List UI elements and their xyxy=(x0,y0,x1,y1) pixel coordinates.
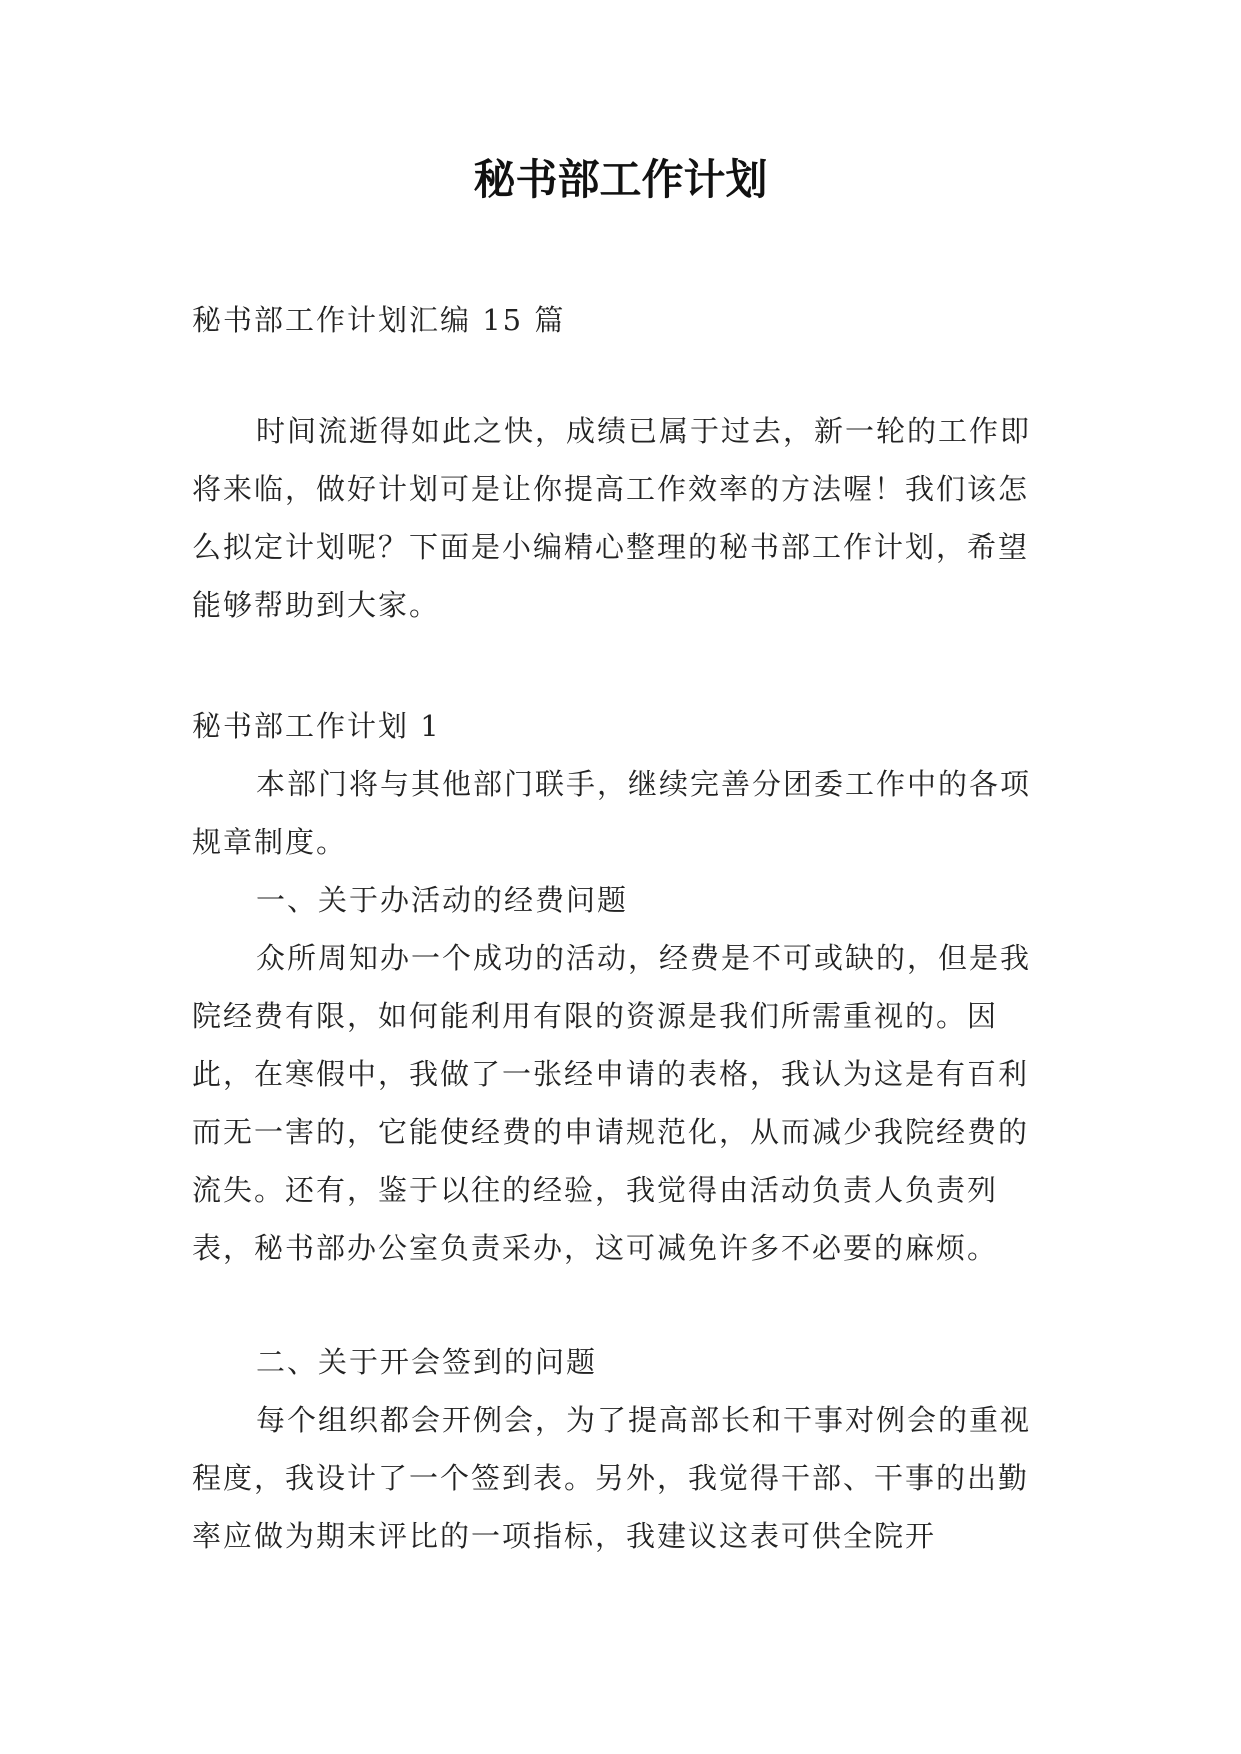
section-heading: 秘书部工作计划 1 xyxy=(192,709,441,743)
intro-paragraph: 时间流逝得如此之快，成绩已属于过去，新一轮的工作即将来临，做好计划可是让你提高工作效率的方法喔！我们该怎么拟定计划呢？下面是小编精心整理的秘书部工作计划，希望能够帮助到大家。 xyxy=(192,414,1032,622)
section-paragraph-1: 本部门将与其他部门联手，继续完善分团委工作中的各项规章制度。 xyxy=(192,767,1032,859)
document-title: 秘书部工作计划 xyxy=(473,155,768,204)
section-paragraph-2: 众所周知办一个成功的活动，经费是不可或缺的，但是我院经费有限，如何能利用有限的资源是我们所需重视的。因此，在寒假中，我做了一张经申请的表格，我认为这是有百利而无一害的，它能使经费的申请规范化，从而减少我院经费的流失。还有，鉴于以往的经验，我觉得由活动负责人负责列表，秘书部办公室负责采办，这可减免许多不必要的麻烦。 xyxy=(192,941,1032,1265)
subheading-signin: 二、关于开会签到的问题 xyxy=(256,1345,598,1379)
subheading-funding: 一、关于办活动的经费问题 xyxy=(256,883,629,917)
document-subtitle: 秘书部工作计划汇编 15 篇 xyxy=(192,303,566,337)
section-paragraph-3: 每个组织都会开例会，为了提高部长和干事对例会的重视程度，我设计了一个签到表。另外，我觉得干部、干事的出勤率应做为期末评比的一项指标，我建议这表可供全院开 xyxy=(192,1403,1032,1553)
